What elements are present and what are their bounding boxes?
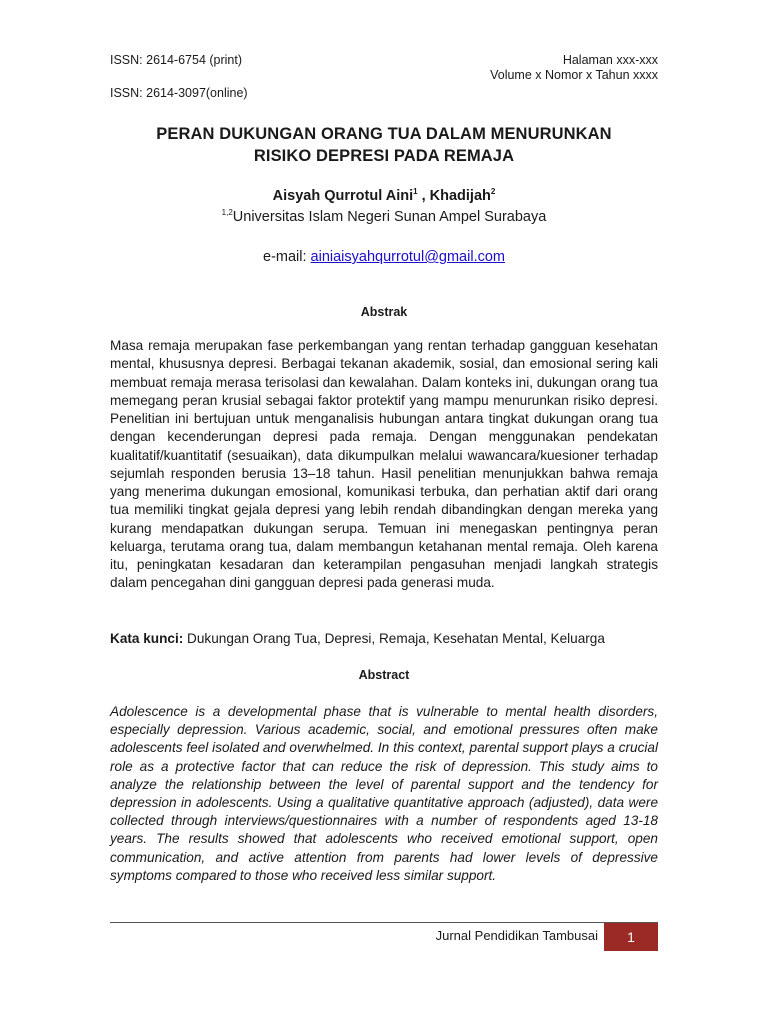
page-range: Halaman xxx-xxx: [562, 53, 658, 67]
abstrak-text: Masa remaja merupakan fase perkembangan yang rentan terhadap gangguan kesehatan mental, khususnya depresi. Berbagai tekanan akademik, sosial, dan emosional sering kali membuat remaja merasa terisolasi dan kewalahan. Dalam konteks ini, dukungan orang tua memegang peran krusial sebagai faktor protektif yang mampu menurunkan risiko depresi. Penelitian ini bertujuan untuk menganalisis hubungan antara tingkat dukungan orang tua dengan kecenderungan depresi pada remaja. Dengan menggunakan pendekatan kualitatif/kuantitatif (sesuaikan), data dikumpulkan melalui wawancara/kuesioner terhadap sejumlah responden berusia 13–18 tahun. Hasil penelitian menunjukkan bahwa remaja yang menerima dukungan emosional, komunikasi terbuka, dan perhatian aktif dari orang tua memiliki tingkat gejala depresi yang lebih rendah dibandingkan dengan mereka yang kurang mendapatkan dukungan serupa. Temuan ini menegaskan pentingnya peran keluarga, terutama orang tua, dalam membangun ketahanan mental remaja. Oleh karena itu, peningkatan kesadaran dan keterampilan pengasuhan menjadi langkah strategis dalam pencegahan dini gangguan depresi pada generasi muda.: [110, 338, 658, 591]
author-2-sup: 2: [490, 187, 496, 196]
author-2: Khadijah: [429, 187, 491, 204]
title-line-2: RISIKO DEPRESI PADA REMAJA: [253, 147, 515, 165]
author-1: Aisyah Qurrotul Aini: [272, 187, 414, 204]
issn-block: [110, 53, 248, 101]
volume-info: Volume x Nomor x Tahun xxxx: [490, 68, 658, 82]
email-link[interactable]: ainiaisyahqurrotul@gmail.com: [310, 249, 505, 265]
abstract-text: Adolescence is a developmental phase that is vulnerable to mental health disorders, especially depression. Various academic, social, and emotional pressures often make adolescents feel isolated and overwhelmed. In this context, parental support plays a crucial role as a protective factor that can reduce the risk of depression. This study aims to analyze the relationship between the level of parental support and the tendency for depression in adolescents. Using a qualitative quantitative approach (adjusted), data were collected through interviews/questionnaires with a number of respondents aged 13-18 years. The results showed that adolescents who received emotional support, open communication, and active attention from parents had lower levels of depressive symptoms compared to those who received less similar support.: [110, 704, 658, 883]
keywords-text: Dukungan Orang Tua, Depresi, Remaja, Kesehatan Mental, Keluarga: [183, 631, 605, 646]
title-line-1: PERAN DUKUNGAN ORANG TUA DALAM MENURUNKAN: [156, 125, 612, 143]
affiliation-name: Universitas Islam Negeri Sunan Ampel Surabaya: [232, 208, 547, 225]
abstract-heading: Abstract: [358, 668, 410, 682]
volume-block: [490, 53, 658, 83]
abstrak-heading: Abstrak: [360, 305, 408, 319]
issn-print: ISSN: 2614-6754 (print): [110, 53, 243, 67]
page-number: 1: [604, 923, 658, 951]
email-label: e-mail:: [263, 249, 311, 265]
affiliation-sup: 1,2: [221, 208, 233, 217]
author-1-sup: 1: [413, 187, 418, 196]
author-separator: ,: [417, 187, 430, 204]
keywords-line: [110, 631, 658, 646]
email-line: [110, 249, 658, 265]
footer-divider: [110, 922, 658, 923]
paper-title: [110, 123, 658, 167]
issn-online: ISSN: 2614-3097(online): [110, 86, 248, 100]
author-list: [110, 187, 658, 204]
journal-name: Jurnal Pendidikan Tambusai: [435, 928, 598, 943]
keywords-label: Kata kunci:: [110, 631, 184, 646]
affiliation: [110, 208, 658, 225]
